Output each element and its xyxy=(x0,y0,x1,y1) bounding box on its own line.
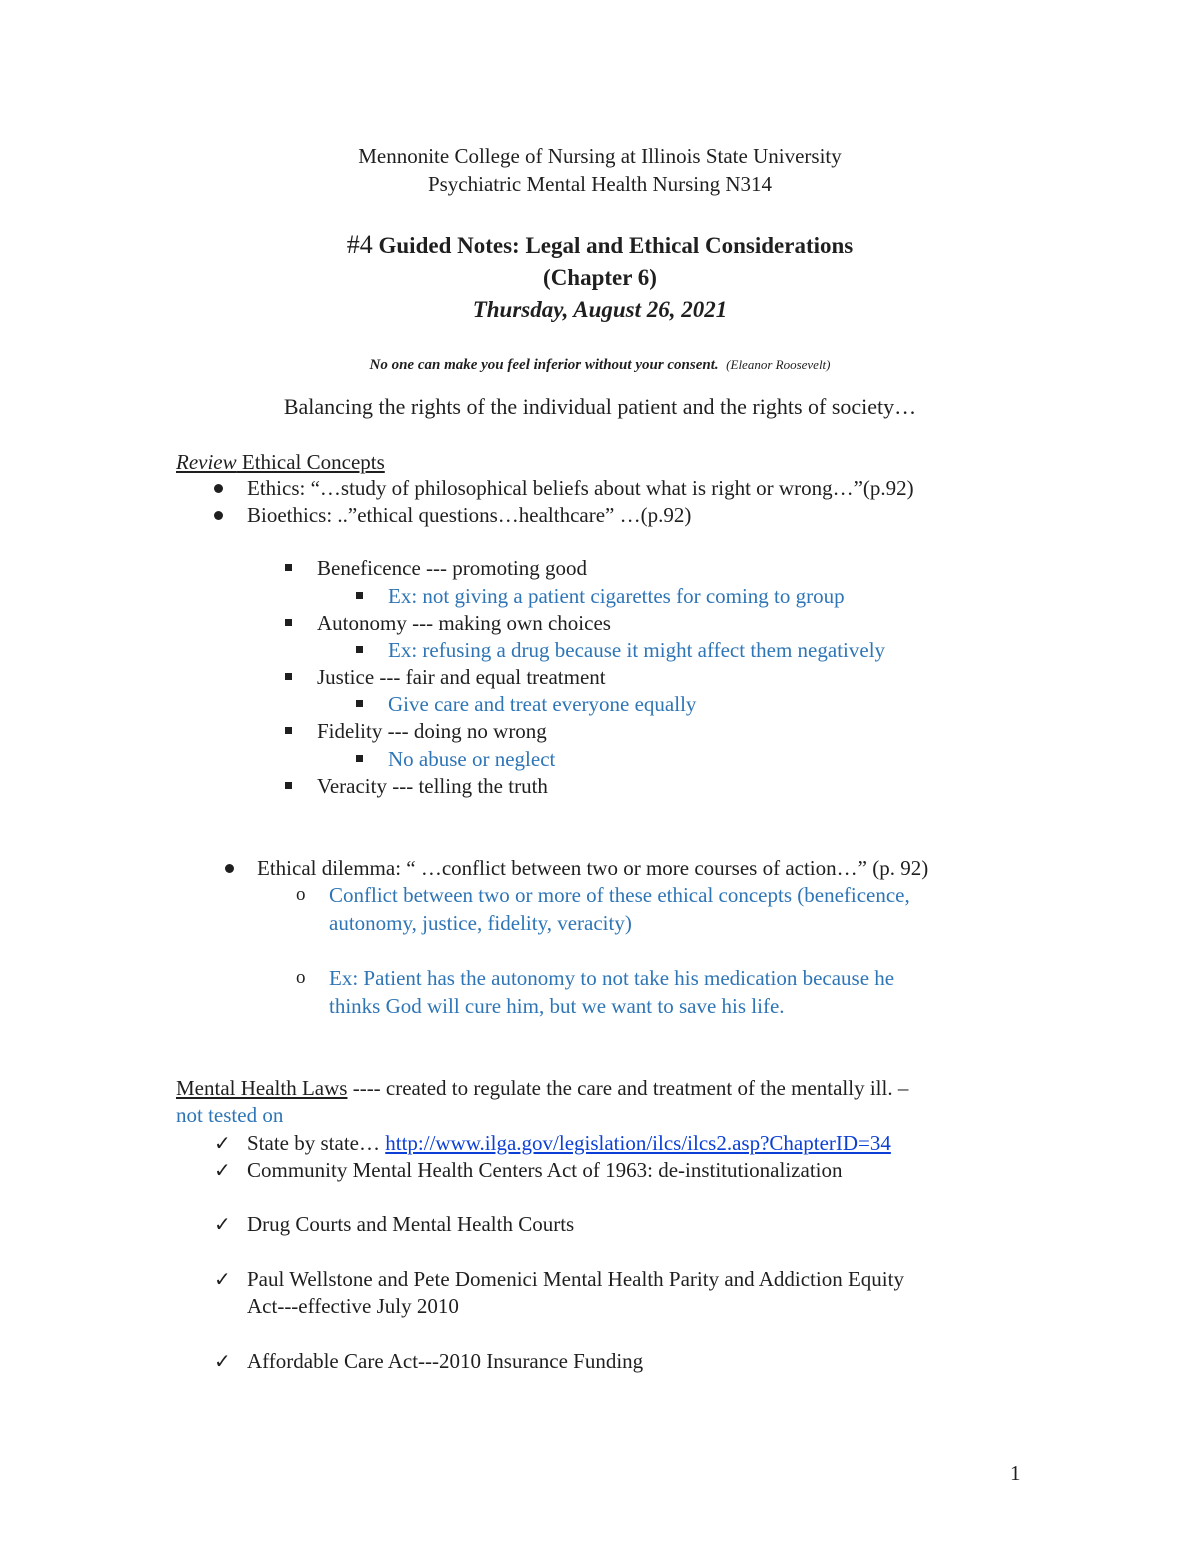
ethical-dilemma: Ethical dilemma: “ …conflict between two or more courses of action…” (p. 92) xyxy=(257,856,929,880)
checkmark-icon: ✓ xyxy=(214,1349,231,1373)
institution-name: Mennonite College of Nursing at Illinois State University xyxy=(358,144,842,168)
square-bullet-icon xyxy=(285,782,292,789)
square-bullet-icon xyxy=(285,564,292,571)
principle-fidelity: Fidelity --- doing no wrong xyxy=(317,719,547,743)
checkmark-icon: ✓ xyxy=(214,1131,231,1155)
bullet-icon xyxy=(214,511,223,520)
intro-text: Balancing the rights of the individual patient and the rights of society… xyxy=(283,394,917,419)
principle-beneficence: Beneficence --- promoting good xyxy=(317,556,587,580)
law-item-state-text: State by state… xyxy=(247,1131,386,1155)
dilemma-note-2-line1: Ex: Patient has the autonomy to not take his medication because he xyxy=(329,966,895,990)
ethics-heading-review: Review xyxy=(176,450,237,474)
square-bullet-icon xyxy=(285,727,292,734)
bioethics-definition: Bioethics: ..”ethical questions…healthcare” …(p.92) xyxy=(247,503,692,527)
square-bullet-icon xyxy=(285,673,292,680)
checkmark-icon: ✓ xyxy=(214,1267,231,1291)
course-name: Psychiatric Mental Health Nursing N314 xyxy=(427,172,773,196)
dilemma-note-1-line2: autonomy, justice, fidelity, veracity) xyxy=(329,911,632,935)
chapter-label: (Chapter 6) xyxy=(543,265,657,290)
square-bullet-icon xyxy=(356,755,363,762)
bullet-icon xyxy=(225,864,234,873)
circle-bullet-icon: o xyxy=(296,967,306,988)
square-bullet-icon xyxy=(356,700,363,707)
ethics-heading-rest: Ethical Concepts xyxy=(236,450,385,474)
principle-veracity: Veracity --- telling the truth xyxy=(317,774,548,798)
dilemma-note-2-line2: thinks God will cure him, but we want to save his life. xyxy=(329,994,785,1018)
laws-heading: Mental Health Laws xyxy=(176,1076,348,1100)
title-number: #4 xyxy=(346,230,373,259)
quote-author: (Eleanor Roosevelt) xyxy=(726,357,831,372)
dilemma-note-1-line1: Conflict between two or more of these ethical concepts (beneficence, xyxy=(329,883,910,907)
checkmark-icon: ✓ xyxy=(214,1212,231,1236)
laws-heading-line xyxy=(176,1074,908,1102)
lecture-date: Thursday, August 26, 2021 xyxy=(472,297,728,322)
law-item-parity-line1: Paul Wellstone and Pete Domenici Mental Health Parity and Addiction Equity xyxy=(247,1267,904,1291)
checkmark-icon: ✓ xyxy=(214,1158,231,1182)
page-number: 1 xyxy=(1010,1461,1021,1485)
principle-note-beneficence: Ex: not giving a patient cigarettes for coming to group xyxy=(388,584,845,608)
title-text: Guided Notes: Legal and Ethical Considerations xyxy=(372,233,854,258)
quote-text: No one can make you feel inferior without your consent. xyxy=(369,357,719,373)
laws-note: not tested on xyxy=(176,1103,284,1127)
law-item-courts: Drug Courts and Mental Health Courts xyxy=(247,1212,575,1236)
law-item-aca: Affordable Care Act---2010 Insurance Funding xyxy=(247,1349,644,1373)
ilga-link[interactable]: http://www.ilga.gov/legislation/ilcs/ilcs2.asp?ChapterID=34 xyxy=(385,1131,891,1155)
ethics-heading xyxy=(176,448,385,476)
principle-note-fidelity: No abuse or neglect xyxy=(388,747,556,771)
bullet-icon xyxy=(214,484,223,493)
document-title xyxy=(0,229,1200,262)
ethics-definition: Ethics: “…study of philosophical beliefs about what is right or wrong…”(p.92) xyxy=(247,476,914,500)
law-item-cmhc: Community Mental Health Centers Act of 1963: de-institutionalization xyxy=(247,1158,843,1182)
law-item-parity-line2: Act---effective July 2010 xyxy=(247,1294,459,1318)
law-item-state xyxy=(247,1129,891,1157)
principle-note-autonomy: Ex: refusing a drug because it might affect them negatively xyxy=(388,638,886,662)
quote xyxy=(0,355,1200,375)
square-bullet-icon xyxy=(356,592,363,599)
laws-heading-rest: ---- created to regulate the care and treatment of the mentally ill. – xyxy=(347,1076,909,1100)
square-bullet-icon xyxy=(285,619,292,626)
principle-autonomy: Autonomy --- making own choices xyxy=(317,611,611,635)
square-bullet-icon xyxy=(356,646,363,653)
circle-bullet-icon: o xyxy=(296,884,306,905)
principle-note-justice: Give care and treat everyone equally xyxy=(388,692,697,716)
principle-justice: Justice --- fair and equal treatment xyxy=(317,665,606,689)
